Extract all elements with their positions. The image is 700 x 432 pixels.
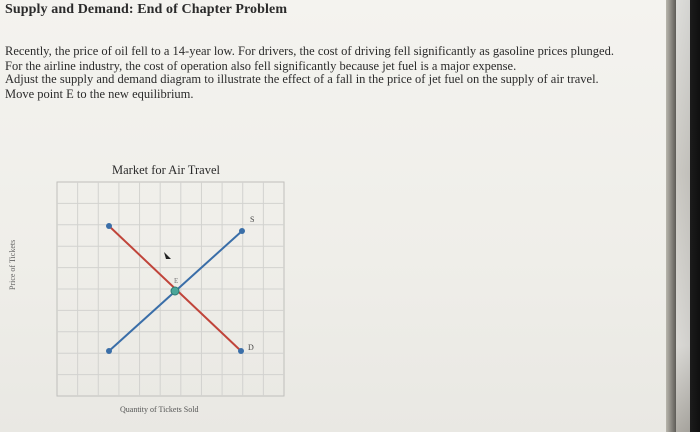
supply-label: S	[250, 215, 255, 224]
equilibrium-label: E	[174, 277, 179, 285]
demand-label: D	[248, 343, 254, 352]
problem-context-text: Recently, the price of oil fell to a 14-year low. For drivers, the cost of driving fell significantly as gasoline prices plunged. For the airline industry, the cost of operation also fell significantly because jet fuel is a major expense.	[5, 44, 614, 73]
demand-endpoint-bottom[interactable]	[238, 348, 244, 354]
x-axis-label: Quantity of Tickets Sold	[120, 405, 199, 414]
y-axis-label: Price of Tickets	[8, 239, 17, 290]
supply-endpoint-bottom[interactable]	[106, 348, 112, 354]
page-title: Supply and Demand: End of Chapter Problem	[5, 2, 288, 17]
drag-cursor-icon	[164, 252, 171, 259]
equilibrium-point[interactable]	[171, 287, 179, 295]
screen-edge	[666, 0, 700, 432]
supply-endpoint-top[interactable]	[239, 228, 245, 234]
demand-endpoint-top[interactable]	[106, 223, 112, 229]
chart-title: Market for Air Travel	[112, 163, 220, 177]
instruction-text: Adjust the supply and demand diagram to illustrate the effect of a fall in the price of jet fuel on the supply of air travel. Move point E to the new equilibrium.	[5, 72, 599, 101]
